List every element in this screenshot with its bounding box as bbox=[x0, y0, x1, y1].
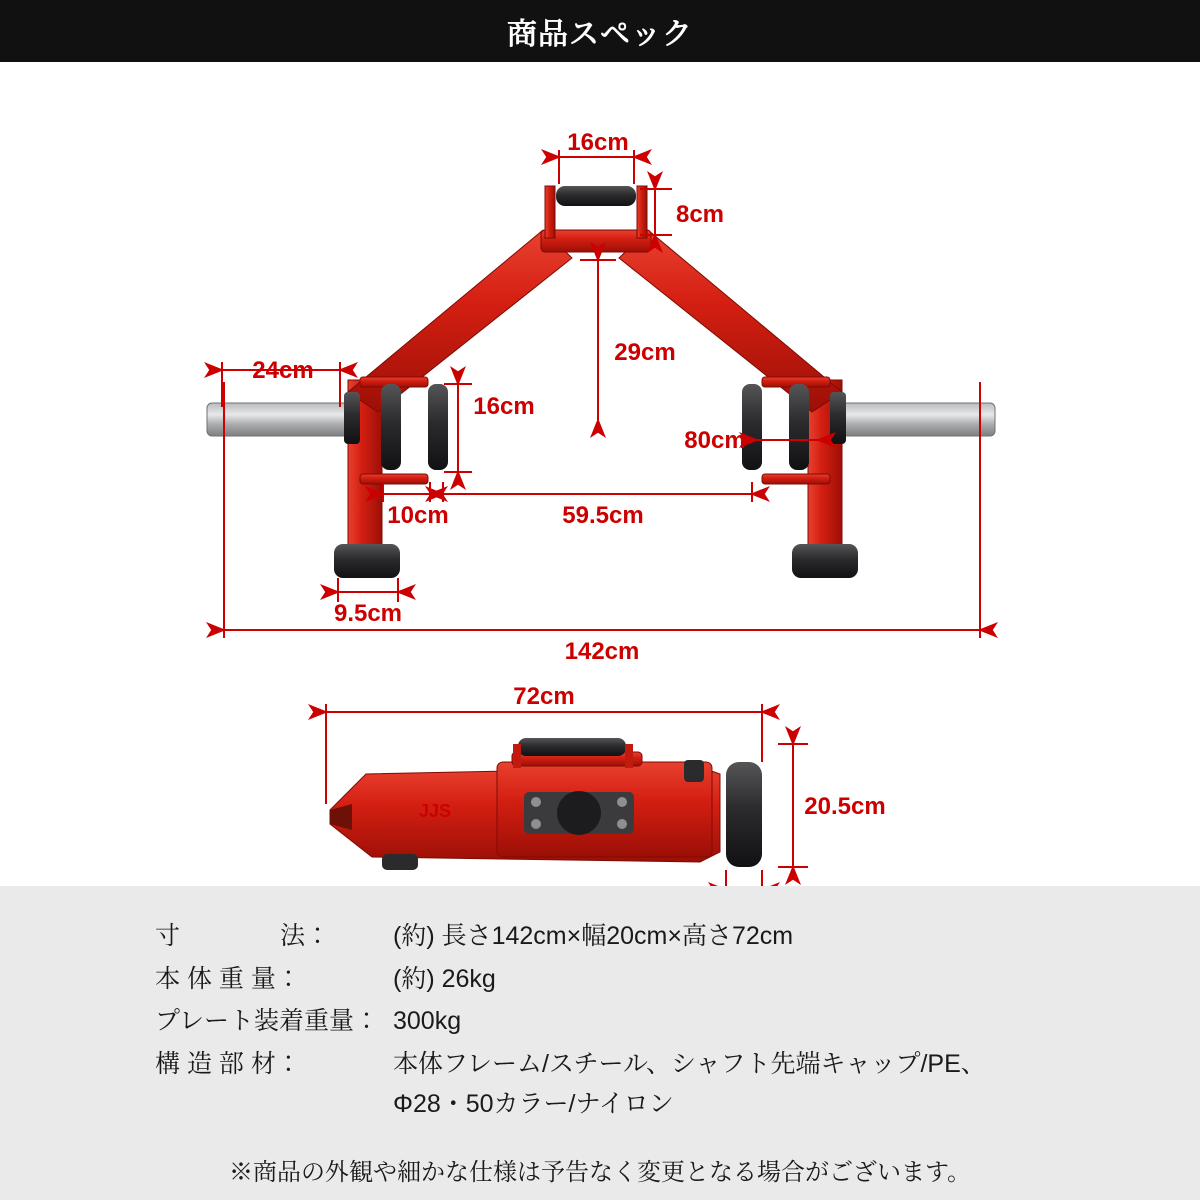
dim-side-length: 72cm bbox=[513, 683, 575, 710]
spec-label: プレート装着重量： bbox=[155, 1007, 380, 1035]
spec-note: ※商品の外観や細かな仕様は予告なく変更となる場合がございます。 bbox=[228, 1158, 972, 1186]
spec-row bbox=[155, 1005, 1200, 1039]
spec-rows bbox=[155, 920, 1200, 1122]
dim-foot-span: 59.5cm bbox=[562, 502, 644, 529]
dim-handle-width: 16cm bbox=[567, 129, 629, 156]
spec-value: 本体フレーム/スチール、シャフト先端キャップ/PE、 bbox=[393, 1049, 986, 1078]
dim-total-length: 142cm bbox=[564, 638, 640, 665]
spec-label: 本 体 重 量： bbox=[155, 964, 301, 993]
side-view-illustration bbox=[330, 738, 762, 870]
spec-row bbox=[155, 963, 1200, 997]
spec-table bbox=[0, 886, 1200, 1200]
spec-value: (約) 26kg bbox=[393, 964, 496, 993]
dim-foot-width: 9.5cm bbox=[333, 600, 403, 627]
page-header bbox=[0, 0, 1200, 62]
product-diagram bbox=[0, 62, 1200, 886]
brand-logo: JJS bbox=[418, 801, 452, 821]
spec-label: 寸 法： bbox=[155, 922, 331, 950]
spec-label: 構 造 部 材： bbox=[155, 1049, 301, 1078]
dim-side-height: 20.5cm bbox=[804, 793, 886, 820]
dim-grip-height: 16cm bbox=[473, 393, 535, 420]
dim-apex-height: 29cm bbox=[614, 339, 676, 366]
diagram-canvas bbox=[0, 62, 1200, 886]
spec-row-continued bbox=[155, 1090, 1200, 1122]
spec-value: 300kg bbox=[393, 1007, 462, 1035]
dim-pad-offset: 10cm bbox=[387, 502, 449, 529]
spec-value-continued: Φ28・50カラー/ナイロン bbox=[393, 1090, 674, 1118]
dim-inner-width: 80cm bbox=[684, 427, 746, 454]
spec-value: (約) 長さ142cm×幅20cm×高さ72cm bbox=[393, 922, 794, 950]
dim-handle-height: 8cm bbox=[675, 201, 725, 228]
page-title: 商品スペック bbox=[507, 18, 693, 51]
spec-row bbox=[155, 920, 1200, 954]
dim-sleeve-length: 24cm bbox=[252, 357, 314, 384]
spec-row bbox=[155, 1048, 1200, 1082]
